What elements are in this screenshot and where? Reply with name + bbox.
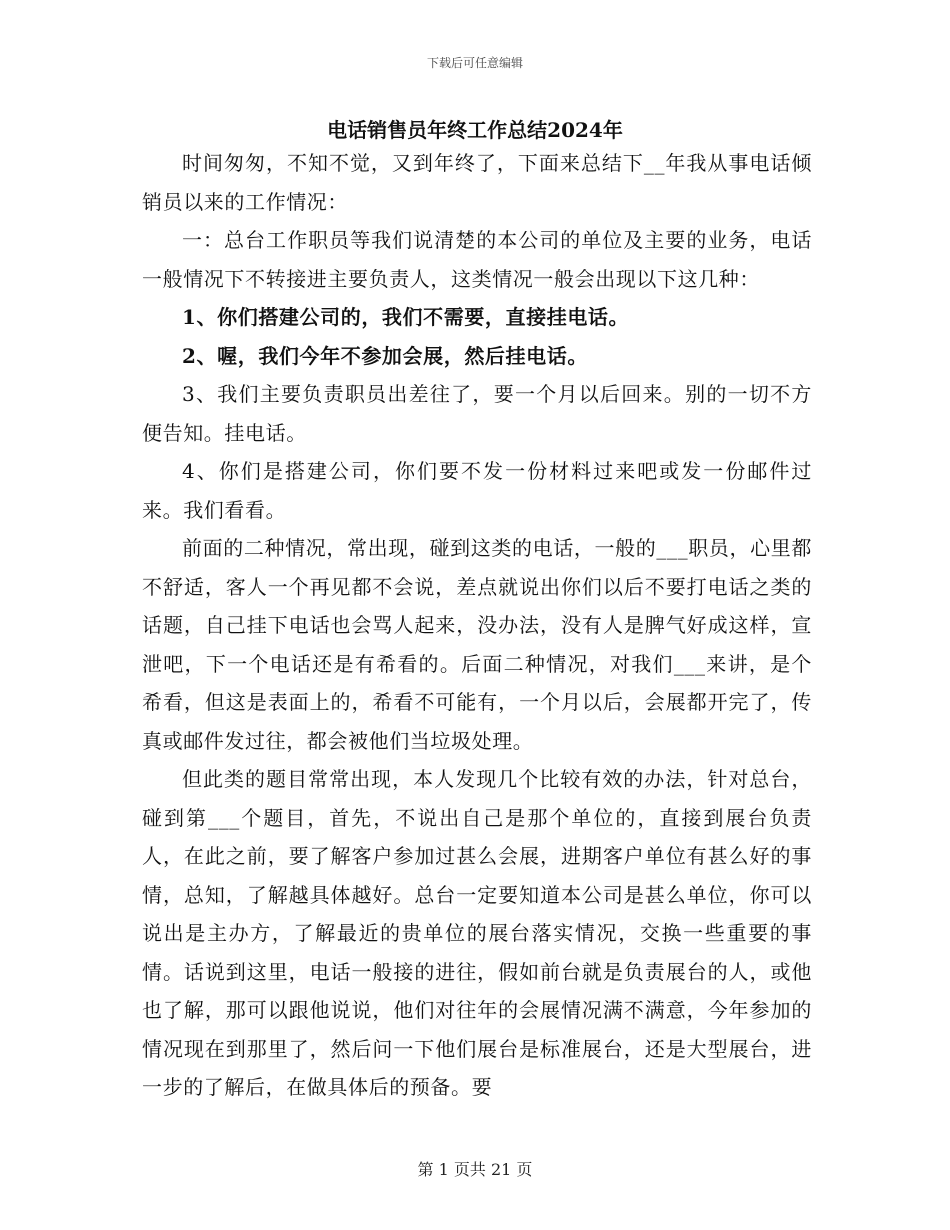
paragraph-section-one: 一：总台工作职员等我们说清楚的本公司的单位及主要的业务，电话一般情况下不转接进主要负责人，这类情况一般会出现以下这几种： [142, 228, 812, 291]
paragraph-intro: 时间匆匆，不知不觉，又到年终了，下面来总结下__年我从事电话倾销员以来的工作情况： [142, 151, 812, 214]
page-footer: 第 1 页共 21 页 [417, 1160, 533, 1179]
list-item-4: 4、你们是搭建公司，你们要不发一份材料过来吧或发一份邮件过来。我们看看。 [142, 459, 812, 522]
page-header: 下载后可任意编辑 [426, 56, 523, 70]
document-body [142, 144, 812, 1107]
paragraph-analysis: 前面的二种情况，常出现，碰到这类的电话，一般的___职员，心里都不舒适，客人一个再见都不会说，差点就说出你们以后不要打电话之类的话题，自己挂下电话也会骂人起来，没办法，没有人是脾气好成这样，宣泄吧，下一个电话还是有希看的。后面二种情况，对我们___来讲，是个希看，但这是表面上的，希看不可能有，一个月以后，会展都开完了，传真或邮件发过往，都会被他们当垃圾处理。 [142, 536, 812, 753]
paragraph-solutions: 但此类的题目常常出现，本人发现几个比较有效的办法，针对总台，碰到第___个题目，首先，不说出自己是那个单位的，直接到展台负责人，在此之前，要了解客户参加过甚么会展，进期客户单位有甚么好的事情，总知，了解越具体越好。总台一定要知道本公司是甚么单位，你可以说出是主办方，了解最近的贵单位的展台落实情况，交换一些重要的事情。话说到这里，电话一般接的进往，假如前台就是负责展台的人，或他也了解，那可以跟他说说，他们对往年的会展情况满不满意，今年参加的情况现在到那里了，然后问一下他们展台是标准展台，还是大型展台，进一步的了解后，在做具体后的预备。要 [142, 767, 812, 1099]
document-title: 电话销售员年终工作总结2024年 [327, 118, 623, 142]
list-item-1: 1、你们搭建公司的，我们不需要，直接挂电话。 [182, 305, 630, 329]
list-item-3: 3、我们主要负责职员出差往了，要一个月以后回来。别的一切不方便告知。挂电话。 [142, 382, 812, 445]
list-item-2: 2、喔，我们今年不参加会展，然后挂电话。 [182, 343, 588, 368]
